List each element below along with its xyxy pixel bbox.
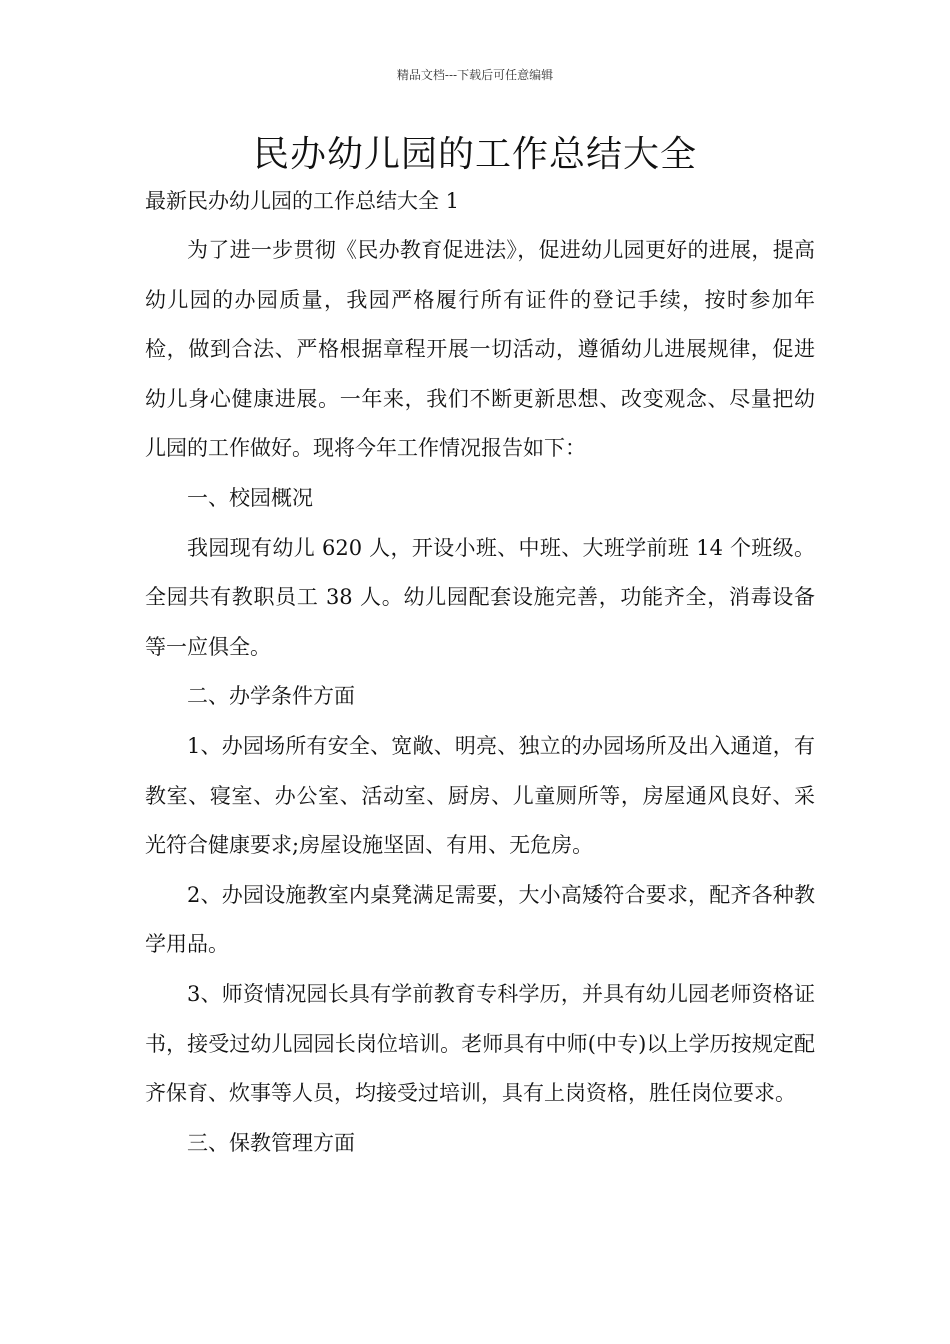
paragraph-intro: 为了进一步贯彻《民办教育促进法》，促进幼儿园更好的进展，提高幼儿园的办园质量，我园严格履行所有证件的登记手续，按时参加年检，做到合法、严格根据章程开展一切活动，遵循幼儿进展规律，促进幼儿身心健康进展。一年来，我们不断更新思想、改变观念、尽量把幼儿园的工作做好。现将今年工作情况报告如下：	[145, 238, 815, 461]
section-heading-conditions: 二、办学条件方面	[187, 684, 355, 709]
paragraph-condition-1: 1、办园场所有安全、宽敞、明亮、独立的办园场所及出入通道，有教室、寝室、办公室、活动室、厨房、儿童厕所等，房屋通风良好、采光符合健康要求;房屋设施坚固、有用、无危房。	[145, 733, 815, 858]
section-heading-overview: 一、校园概况	[187, 485, 313, 510]
document-body	[145, 226, 815, 1168]
paragraph-condition-3: 3、师资情况园长具有学前教育专科学历，并具有幼儿园老师资格证书，接受过幼儿园园长岗位培训。老师具有中师(中专)以上学历按规定配齐保育、炊事等人员，均接受过培训，具有上岗资格，胜任岗位要求。	[145, 981, 815, 1106]
document-title: 民办幼儿园的工作总结大全	[252, 134, 697, 175]
section-heading-management: 三、保教管理方面	[187, 1130, 355, 1155]
header-note: 精品文档---下载后可任意编辑	[396, 68, 554, 82]
document-subtitle: 最新民办幼儿园的工作总结大全 1	[145, 189, 460, 213]
paragraph-condition-2: 2、办园设施教室内桌凳满足需要，大小高矮符合要求，配齐各种教学用品。	[145, 882, 815, 957]
paragraph-overview: 我园现有幼儿 620 人，开设小班、中班、大班学前班 14 个班级。全园共有教职员工 38 人。幼儿园配套设施完善，功能齐全，消毒设备等一应俱全。	[145, 535, 815, 659]
